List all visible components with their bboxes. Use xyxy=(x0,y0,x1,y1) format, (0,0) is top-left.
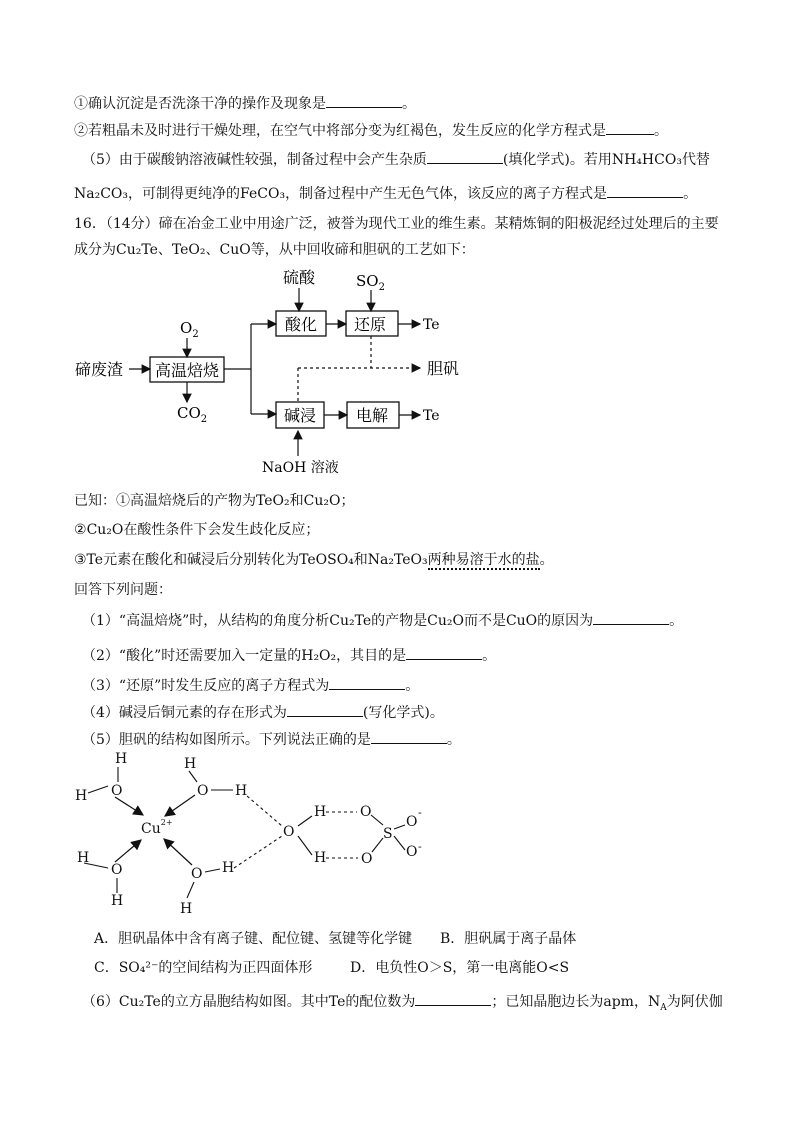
svg-text:酸化: 酸化 xyxy=(285,315,318,334)
sub-question-4: （4）碱浸后铜元素的存在形式为 (写化学式)。 xyxy=(82,702,444,723)
q15-line-3: （5）由于碳酸钠溶液碱性较强，制备过程中会产生杂质 (填化学式)。若用NH₄HCO₃代替 xyxy=(82,149,710,170)
option-a[interactable]: A．胆矾晶体中含有离子键、配位键、氢键等化学键 xyxy=(94,931,413,947)
q16-intro-1: 16．（14分）碲在冶金工业中用途广泛，被誉为现代工业的维生素。某精炼铜的阳极泥经过处理后的主要 xyxy=(74,216,719,232)
q15-line-1: ①确认沉淀是否洗涤干净的操作及现象是 。 xyxy=(74,93,416,114)
svg-text:O: O xyxy=(406,844,418,860)
svg-text:高温焙烧: 高温焙烧 xyxy=(155,361,220,380)
svg-text:O: O xyxy=(361,851,373,867)
q15-line-4: Na₂CO₃，可制得更纯净的FeCO₃，制备过程中产生无色气体，该反应的离子方程式是 。 xyxy=(74,183,697,204)
answer-prompt: 回答下列问题： xyxy=(74,582,172,598)
svg-text:H: H xyxy=(222,860,235,876)
svg-text:S: S xyxy=(383,826,393,842)
svg-text:H: H xyxy=(115,751,128,767)
label-so2: $SO_2$ xyxy=(356,272,385,293)
svg-text:O: O xyxy=(360,804,372,820)
known-2: ②Cu₂O在酸性条件下会发生歧化反应； xyxy=(74,522,320,538)
label-liusuan: 硫酸 xyxy=(283,268,316,287)
label-co2: $CO_2$ xyxy=(177,404,208,425)
svg-text:-: - xyxy=(418,806,422,819)
svg-text:H: H xyxy=(314,850,327,866)
svg-text:O: O xyxy=(406,814,418,830)
sub-question-6: （6）Cu₂Te的立方晶胞结构如图。其中Te的配位数为 ；已知晶胞边长为apm，$N_A$为阿伏伽 xyxy=(82,991,723,1018)
option-b[interactable]: B．胆矾属于离子晶体 xyxy=(440,931,577,947)
svg-text:电解: 电解 xyxy=(356,406,389,425)
svg-text:-: - xyxy=(418,840,422,853)
known-3: ③Te元素在酸化和碱浸后分别转化为TeOSO₄和Na₂TeO₃两种易溶于水的盐。 xyxy=(74,552,554,568)
svg-text:O: O xyxy=(111,862,123,878)
label-te-2: Te xyxy=(423,408,440,424)
svg-text:还原: 还原 xyxy=(354,315,387,334)
label-danfan: 胆矾 xyxy=(427,359,460,378)
q15-line-2: ②若粗晶未及时进行干燥处理，在空气中将部分变为红褐色，发生反应的化学方程式是 。 xyxy=(74,120,668,141)
sub-question-3: （3）“还原”时发生反应的离子方程式为 。 xyxy=(82,675,419,696)
svg-text:O: O xyxy=(191,866,203,882)
svg-text:H: H xyxy=(75,788,88,804)
label-naoh: NaOH 溶液 xyxy=(262,460,339,476)
option-c[interactable]: C．SO₄²⁻的空间结构为正四面体形 xyxy=(94,960,313,976)
svg-text:O: O xyxy=(197,783,209,799)
label-te-1: Te xyxy=(423,317,440,333)
sub-question-2: （2）“酸化”时还需要加入一定量的H₂O₂，其目的是 。 xyxy=(82,645,496,666)
q16-intro-2: 成分为Cu₂Te、TeO₂、CuO等，从中回收碲和胆矾的工艺如下： xyxy=(74,242,475,258)
svg-text:H: H xyxy=(314,804,327,820)
answer-blank[interactable] xyxy=(415,991,491,1006)
svg-text:碱浸: 碱浸 xyxy=(284,406,317,425)
svg-text:Cu2+: $Cu^{2+}$ xyxy=(141,818,173,837)
sub-question-5: （5）胆矾的结构如图所示。下列说法正确的是 。 xyxy=(82,729,461,750)
svg-text:H: H xyxy=(77,850,90,866)
svg-text:O: O xyxy=(111,783,123,799)
svg-text:H: H xyxy=(111,893,124,909)
svg-text:H: H xyxy=(235,783,248,799)
option-d[interactable]: D．电负性O＞S，第一电离能O<S xyxy=(350,960,570,976)
known-1: 已知：①高温焙烧后的产物为TeO₂和Cu₂O； xyxy=(74,493,355,509)
svg-text:H: H xyxy=(180,901,193,917)
svg-text:H: H xyxy=(184,756,197,772)
label-o2: $O_2$ xyxy=(180,319,199,340)
svg-text:O: O xyxy=(283,824,295,840)
label-feizha: 碲废渣 xyxy=(75,360,124,379)
sub-question-1: （1）“高温焙烧”时，从结构的角度分析Cu₂Te的产物是Cu₂O而不是CuO的原因为 。 xyxy=(82,610,683,631)
